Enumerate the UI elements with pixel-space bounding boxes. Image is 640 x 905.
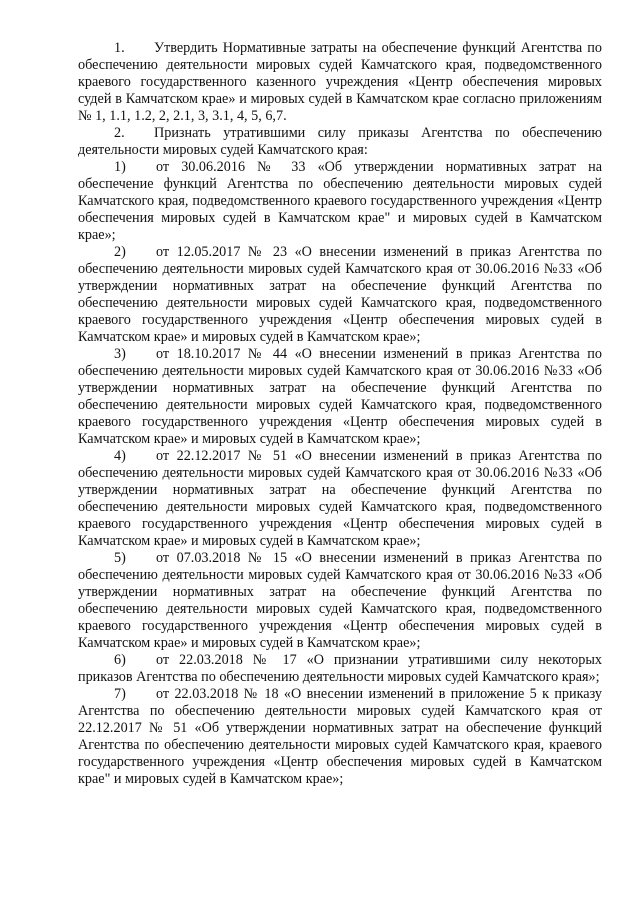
subitem-text: от 22.03.2018 № 18 «О внесении изменений в приложение 5 к приказу Агентства по обеспечению деятельности мировых судей Камчатского края от 22.12.2017 № 51 «Об утверждении нормативных затрат на обеспечение функций Агентства по обеспечению деятельности мировых судей Камчатского края, краевого государственного учреждения «Центр обеспечения мировых судей в Камчатском крае" и мировых судей в Камчатском крае»;	[78, 686, 602, 787]
subitem-number: 4)	[114, 448, 126, 464]
item-text: Утвердить Нормативные затраты на обеспечение функций Агентства по обеспечению деятельности мировых судей Камчатского края, подведомственного краевого государственного казенного учреждения «Центр обеспечения мировых судей в Камчатском крае» и мировых судей в Камчатском крае согласно приложениям № 1, 1.1, 1.2, 2, 2.1, 3, 3.1, 4, 5, 6,7.	[78, 40, 602, 124]
subitem-6	[78, 652, 602, 686]
subitem-text: от 30.06.2016 № 33 «Об утверждении нормативных затрат на обеспечение функций Агентства по обеспечению деятельности мировых судей Камчатского края, подведомственного краевого государственного учреждения «Центр обеспечения мировых судей в Камчатском крае" и мировых судей в Камчатском крае»;	[78, 159, 602, 243]
subitem-number: 7)	[114, 686, 126, 702]
item-number: 2.	[114, 125, 125, 141]
item-text: Признать утратившими силу приказы Агентства по обеспечению деятельности мировых судей Камчатского края:	[78, 125, 602, 158]
subitem-number: 3)	[114, 346, 126, 362]
subitem-5	[78, 550, 602, 652]
subitem-1	[78, 159, 602, 244]
subitem-text: от 22.03.2018 № 17 «О признании утратившими силу некоторых приказов Агентства по обеспечению деятельности мировых судей Камчатского края»;	[78, 652, 602, 685]
item-number: 1.	[114, 40, 125, 56]
subitem-text: от 22.12.2017 № 51 «О внесении изменений в приказ Агентства по обеспечению деятельности мировых судей Камчатского края от 30.06.2016 №33 «Об утверждении нормативных затрат на обеспечение функций Агентства по обеспечению деятельности мировых судей Камчатского края, подведомственного краевого государственного учреждения «Центр обеспечения мировых судей в Камчатском крае» и мировых судей в Камчатском крае»;	[78, 448, 602, 549]
subitem-7	[78, 686, 602, 788]
subitem-number: 5)	[114, 550, 126, 566]
subitem-number: 2)	[114, 244, 126, 260]
subitem-text: от 12.05.2017 № 23 «О внесении изменений в приказ Агентства по обеспечению деятельности мировых судей Камчатского края от 30.06.2016 №33 «Об утверждении нормативных затрат на обеспечение функций Агентства по обеспечению деятельности мировых судей Камчатского края, подведомственного краевого государственного учреждения «Центр обеспечения мировых судей в Камчатском крае» и мировых судей в Камчатском крае»;	[78, 244, 602, 345]
item-1	[78, 40, 602, 125]
subitem-4	[78, 448, 602, 550]
subitem-text: от 18.10.2017 № 44 «О внесении изменений в приказ Агентства по обеспечению деятельности мировых судей Камчатского края от 30.06.2016 №33 «Об утверждении нормативных затрат на обеспечение функций Агентства по обеспечению деятельности мировых судей Камчатского края, подведомственного краевого государственного учреждения «Центр обеспечения мировых судей в Камчатском крае» и мировых судей в Камчатском крае»;	[78, 346, 602, 447]
item-2	[78, 125, 602, 159]
subitem-2	[78, 244, 602, 346]
subitem-number: 1)	[114, 159, 126, 175]
subitem-text: от 07.03.2018 № 15 «О внесении изменений в приказ Агентства по обеспечению деятельности мировых судей Камчатского края от 30.06.2016 №33 «Об утверждении нормативных затрат на обеспечение функций Агентства по обеспечению деятельности мировых судей Камчатского края, подведомственного краевого государственного учреждения «Центр обеспечения мировых судей в Камчатском крае» и мировых судей в Камчатском крае»;	[78, 550, 602, 651]
subitem-number: 6)	[114, 652, 126, 668]
subitem-3	[78, 346, 602, 448]
